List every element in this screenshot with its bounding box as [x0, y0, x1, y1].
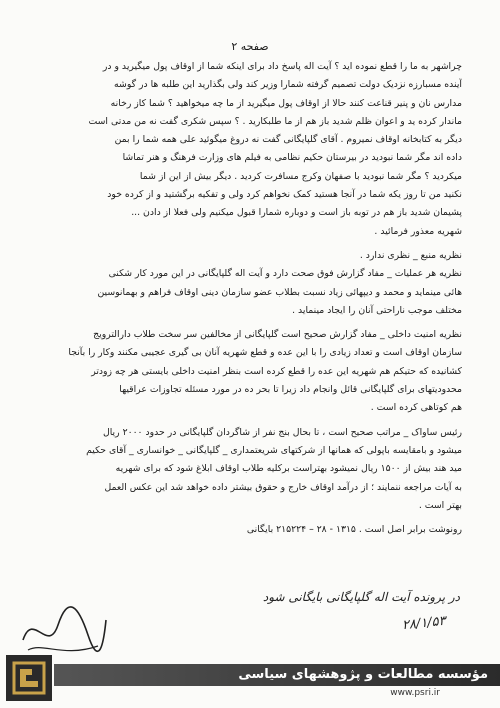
security-opinion-cont: سازمان اوقاف است و تعداد زیادی را با این عده و قطع شهریه آنان بی گیری عجیبی مکنند وکار را بآنجا — [68, 347, 462, 359]
institute-logo-icon — [6, 655, 52, 701]
chief-opinion-cont: بهتر است . — [418, 499, 462, 511]
copy-certification: رونوشت برابر اصل است . ۱۳۱۵ - ۲۸ – ۲۱۵۲۲۴ بایگانی — [246, 524, 462, 536]
security-opinion-cont: کشانیده که حتیکم هم شهریه این عده را قطع کرده است بنظر امنیت داخلی بایستی هر چه زودتر — [91, 365, 462, 377]
body-line: نکنید من تا روز یکه شما در آنجا هستید کمک نخواهم کرد ولی و تفکیه برگشتید و از کرده خود — [107, 189, 462, 201]
body-line: شهریه معذور فرمائید . — [374, 225, 462, 237]
security-opinion-cont: محدودیتهای برای گلپایگانی قائل وانجام داد زیرا تا بحر ده در مورد مسئله تجاوزات عراقیها — [119, 384, 462, 396]
security-opinion: نظریه امنیت داخلی _ مفاد گزارش صحیح است گلپایگانی از مخالفین سر سخت طلاب دارالترویج — [93, 329, 462, 341]
operations-opinion: نظریه هر عملیات _ مفاد گزارش فوق صحت دارد و آیت اله گلپایگانی در این مورد کار شکنی — [108, 268, 462, 280]
institute-url: www.psri.ir — [390, 688, 440, 698]
body-line: پشیمان شدید باز هم در توبه باز است و دوباره شمارا قبول میکنیم ولی فعلا از دادن ... — [131, 207, 462, 219]
body-line: چراشهر به ما را قطع نموده اید ؟ آیت اله پاسخ داد برای اینکه شما از اوقاف پول میگیرید و در — [102, 61, 462, 72]
body-line: میکردید ؟ مگر شما نبودید با صفهان وکرج مسافرت کردید . دیگر بیش از این از شما — [139, 170, 462, 182]
document-body — [38, 58, 462, 539]
body-line: دیگر به کتابخانه اوقاف نمیروم . آقای گلپایگانی گفت نه دروغ میگوئید علی همه شما را بمن — [114, 134, 462, 146]
institute-name-banner: مؤسسه مطالعات و پژوهشهای سیاسی — [54, 664, 500, 686]
body-line: آینده مسبارزه نزدیک دولت تصمیم گرفته شمارا وزیر کند ولی بگذارید این طلبه ها در گوشه — [114, 79, 462, 91]
body-line: ماندار کرده ید و اعوان ظلم شدید باز هم از ما طلبکارید . ؟ سپس شکری گفت نه من مدتی است — [88, 115, 462, 127]
body-line: داده اند مگر شما نبودید در بیرستان حکیم نظامی به فیلم های وزارت فرهنگ و هنر تماشا — [122, 152, 462, 164]
page-number-header: صفحه ۲ — [231, 40, 269, 53]
handwritten-date: ۲۸/۱/۵۳ — [401, 613, 447, 634]
operations-opinion-cont: هائی مینماید و محمد و دیپهائی زیاد نسبت بطلاب عضو سازمان دینی اوقاف فراهم و بهمانوسین — [97, 286, 462, 298]
chief-opinion-cont: به آیات مراجعه ننمایند ؛ از درآمد اوقاف خارج و حقوق بیشتر داده خواهد شد این عکس العمل — [104, 481, 462, 493]
body-line: مدارس نان و پنیر قناعت کنند حالا از اوقاف پول میگیرید از ما چه میخواهید ؟ شما کاز رخانه — [110, 97, 462, 109]
chief-opinion-cont: مید هند بیش از ۱۵۰۰ ریال نمیشود بهتراست برکلیه طلاب اوقاف ابلاغ شود که برای شهریه — [115, 463, 462, 475]
chief-opinion: رئیس ساواک _ مراتب صحیح است ، تا بحال بنج نفر از شاگردان گلپایگانی در حدود ۲۰۰۰ ریال — [102, 426, 462, 438]
handwritten-note: در پرونده آیت اله گلپایگانی بایگانی شود — [262, 590, 460, 604]
signature-scribble — [18, 600, 108, 660]
chief-opinion-cont: میشود و بامقایسه باپولی که همانها از شرکتهای شریعتمداری _ گلپایگانی _ خوانساری _ آقای حکیم — [86, 444, 462, 456]
security-opinion-cont: هم کوتاهی کرده است . — [370, 402, 462, 414]
operations-opinion-cont: مختلف موجب ناراحتی آنان را ایجاد مینماید . — [292, 304, 462, 316]
source-opinion: نظریه منبع _ نظری ندارد . — [359, 249, 462, 261]
